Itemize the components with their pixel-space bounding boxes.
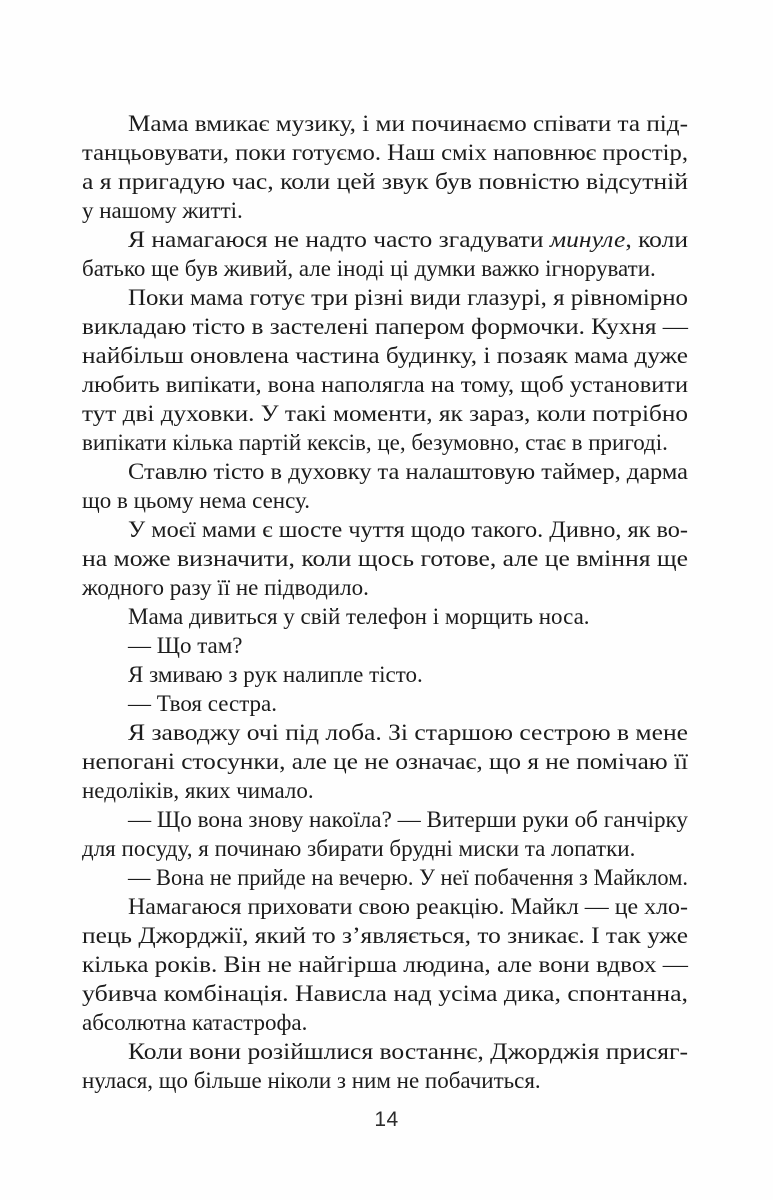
text-line xyxy=(82,718,688,747)
text-line xyxy=(82,979,688,1008)
text-run: нулася, що більше ніколи з ним не побачиться. xyxy=(82,1068,541,1093)
text-line-content xyxy=(82,138,688,167)
text-line-content xyxy=(128,718,688,747)
text-line-content xyxy=(82,167,688,196)
paragraph xyxy=(82,892,688,1037)
text-line-content xyxy=(82,1008,307,1037)
text-line xyxy=(82,254,688,283)
text-line-content xyxy=(82,341,688,370)
text-line xyxy=(82,109,688,138)
text-line-content xyxy=(128,225,688,254)
text-line xyxy=(82,573,688,602)
text-run: любить випікати, вона наполягла на тому, щоб установити xyxy=(82,372,688,397)
paragraph xyxy=(82,225,688,283)
text-run: Коли вони розійшлися востаннє, Джорджія присяг- xyxy=(128,1039,688,1064)
text-line xyxy=(82,660,688,689)
text-line-content xyxy=(128,457,688,486)
paragraph xyxy=(82,109,688,225)
text-line-content xyxy=(128,892,688,921)
text-line xyxy=(82,950,688,979)
text-line-content xyxy=(128,515,688,544)
text-line-content xyxy=(82,428,668,457)
paragraph xyxy=(82,457,688,515)
text-line xyxy=(82,1066,688,1095)
text-run: кілька років. Він не найгірша людина, але вони вдвох — xyxy=(82,952,688,977)
text-run: недоліків, яких чимало. xyxy=(82,778,314,803)
text-run: — Твоя сестра. xyxy=(128,691,278,716)
text-line xyxy=(82,1037,688,1066)
text-line-content xyxy=(82,544,688,573)
text-run: жодного разу її не підводило. xyxy=(82,575,369,600)
text-line xyxy=(82,805,688,834)
text-run: — Що там? xyxy=(128,633,243,658)
text-line-content xyxy=(82,312,688,341)
text-line xyxy=(82,486,688,515)
text-line xyxy=(82,399,688,428)
text-line-content xyxy=(82,834,635,863)
text-line-content xyxy=(82,573,369,602)
text-line xyxy=(82,863,688,892)
text-line xyxy=(82,428,688,457)
text-run: Намагаюся приховати свою реакцію. Майкл — це хло- xyxy=(128,894,688,919)
text-line-content xyxy=(82,921,688,950)
text-line xyxy=(82,834,688,863)
text-line xyxy=(82,457,688,486)
text-line-content xyxy=(128,283,688,312)
text-run: Ставлю тісто в духовку та налаштовую таймер, дарма xyxy=(128,459,688,484)
text-run: тут дві духовки. У такі моменти, як зараз, коли потрібно xyxy=(82,401,688,426)
text-line xyxy=(82,1008,688,1037)
text-run: — Вона не прийде на вечерю. У неї побачення з Майклом. xyxy=(128,865,688,890)
text-line-content xyxy=(128,660,423,689)
text-line-content xyxy=(82,399,688,428)
text-run: — Що вона знову накоїла? — Витерши руки об ганчірку xyxy=(128,807,689,832)
paragraph xyxy=(82,718,688,805)
paragraph xyxy=(82,283,688,457)
paragraph xyxy=(82,863,688,892)
text-run: Я заводжу очі під лоба. Зі старшою сестрою в мене xyxy=(128,720,688,745)
text-line xyxy=(82,167,688,196)
text-line-content xyxy=(82,776,314,805)
text-line xyxy=(82,602,688,631)
text-line xyxy=(82,921,688,950)
text-run: абсолютна катастрофа. xyxy=(82,1010,308,1035)
text-line-content xyxy=(128,602,590,631)
text-block xyxy=(82,109,688,1095)
text-line-content xyxy=(128,109,688,138)
paragraph xyxy=(82,1037,688,1095)
paragraph xyxy=(82,689,688,718)
text-line xyxy=(82,515,688,544)
text-line-content xyxy=(82,370,688,399)
text-run: на може визначити, коли щось готове, але це вміння ще xyxy=(82,546,688,571)
text-run: випікати кілька партій кексів, це, безумовно, стає в пригоді. xyxy=(82,430,668,455)
italic-run: минуле xyxy=(549,227,626,252)
text-line xyxy=(82,689,688,718)
text-line-content xyxy=(128,805,688,834)
text-line xyxy=(82,370,688,399)
text-run: убивча комбінація. Нависла над усіма дика, спонтанна, xyxy=(82,981,688,1006)
text-line xyxy=(82,138,688,167)
text-line-content xyxy=(128,1037,688,1066)
paragraph xyxy=(82,602,688,631)
text-run: Я змиваю з рук налипле тісто. xyxy=(128,662,423,687)
text-line xyxy=(82,341,688,370)
text-line xyxy=(82,225,688,254)
paragraph xyxy=(82,631,688,660)
text-line-content xyxy=(82,950,688,979)
text-run: пець Джорджії, який то з’являється, то зникає. І так уже xyxy=(82,923,688,948)
text-line-content xyxy=(82,486,310,515)
text-line-content xyxy=(128,689,277,718)
text-line-content xyxy=(128,631,243,660)
paragraph xyxy=(82,805,688,863)
text-run: танцьовувати, поки готуємо. Наш сміх наповнює простір, xyxy=(82,140,688,165)
text-run: що в цьому нема сенсу. xyxy=(82,488,310,513)
text-line-content xyxy=(82,747,688,776)
text-line xyxy=(82,283,688,312)
text-line xyxy=(82,196,688,225)
text-line xyxy=(82,312,688,341)
text-line xyxy=(82,892,688,921)
text-run: У моєї мами є шосте чуття щодо такого. Дивно, як во- xyxy=(128,517,688,542)
text-line-content xyxy=(128,863,688,892)
page-number: 14 xyxy=(374,1108,399,1131)
text-run: , коли xyxy=(625,227,688,252)
text-line-content xyxy=(82,979,688,1008)
text-run: для посуду, я починаю збирати брудні миски та лопатки. xyxy=(82,836,636,861)
text-run: викладаю тісто в застелені папером формочки. Кухня — xyxy=(82,314,688,339)
text-run: а я пригадую час, коли цей звук був повністю відсутній xyxy=(82,169,688,194)
paragraph xyxy=(82,660,688,689)
text-run: Мама дивиться у свій телефон і морщить носа. xyxy=(128,604,590,629)
text-run: Поки мама готує три різні види глазурі, я рівномірно xyxy=(128,285,688,310)
text-line-content xyxy=(82,1066,541,1095)
text-run: батько ще був живий, але іноді ці думки важко ігнорувати. xyxy=(82,256,656,281)
text-line xyxy=(82,544,688,573)
paragraph xyxy=(82,515,688,602)
text-run: у нашому житті. xyxy=(82,198,243,223)
text-line xyxy=(82,631,688,660)
text-line xyxy=(82,747,688,776)
text-run: Я намагаюся не надто часто згадувати xyxy=(128,227,550,252)
text-line-content xyxy=(82,254,656,283)
text-line xyxy=(82,776,688,805)
text-run: Мама вмикає музику, і ми починаємо співати та під- xyxy=(128,111,688,136)
text-line-content xyxy=(82,196,243,225)
text-run: непогані стосунки, але це не означає, що я не помічаю її xyxy=(82,749,688,774)
text-run: найбільш оновлена частина будинку, і позаяк мама дуже xyxy=(82,343,688,368)
